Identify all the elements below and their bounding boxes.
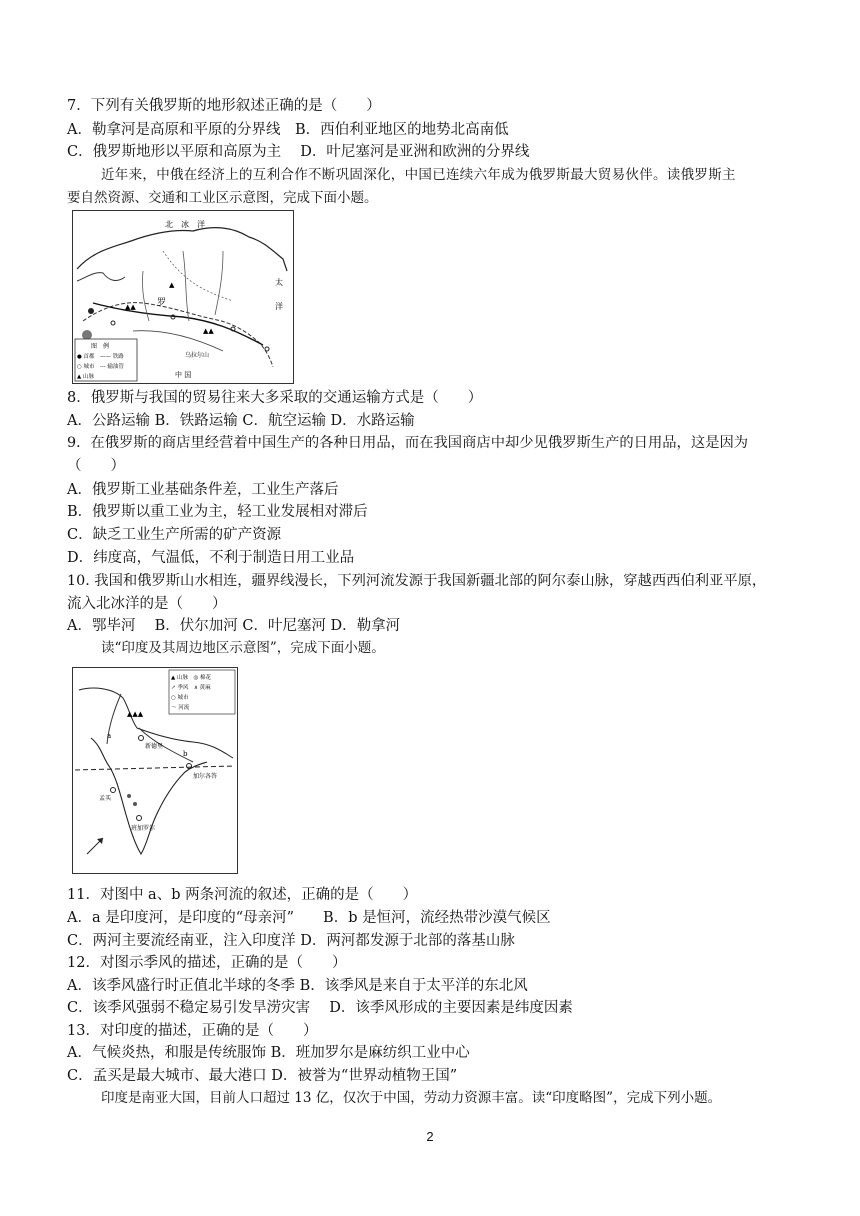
svg-text:▲▲: ▲▲ <box>203 327 214 335</box>
page-number: 2 <box>426 1129 434 1144</box>
city-label-3: 孟买 <box>99 795 112 802</box>
china-label: 中 国 <box>175 371 192 379</box>
q12-options-ab: A．该季风盛行时正值北半球的冬季 B．该季风是来自于太平洋的东北风 <box>67 978 528 994</box>
q10-stem-2: 流入北冰洋的是（ ） <box>67 596 227 612</box>
legend-row2: ○ 城市 --- 输油管 <box>77 364 124 370</box>
q7-stem: 7．下列有关俄罗斯的地形叙述正确的是（ ） <box>67 98 381 114</box>
q9-option-a: A．俄罗斯工业基础条件差，工业生产落后 <box>67 482 339 498</box>
river-label-b: b <box>183 750 188 758</box>
city-label-2: 加尔各答 <box>193 773 218 780</box>
intro3-line1: 印度是南亚大国，目前人口超过 13 亿，仅次于中国，劳动力资源丰富。读“印度略图”，完成下列小题。 <box>101 1090 722 1106</box>
q9-stem-2: （ ） <box>67 458 125 474</box>
svg-text:▲▲: ▲▲ <box>125 303 136 311</box>
q10-options: A．鄂毕河 B．伏尔加河 C．叶尼塞河 D．勒拿河 <box>67 618 401 634</box>
legend-row1: ● 首都 —— 铁路 <box>77 354 124 360</box>
legend-row3: ▲ 山脉 <box>77 374 94 380</box>
map2-legend-row1: ▲ 山脉 ◎ 棉花 <box>171 675 212 681</box>
intro1-line2: 要自然资源、交通和工业区示意图，完成下面小题。 <box>67 190 378 206</box>
q7-options-cd: C．俄罗斯地形以平原和高原为主 D．叶尼塞河是亚洲和欧洲的分界线 <box>67 144 530 160</box>
russia-map <box>72 210 294 384</box>
right-label-2: 洋 <box>275 302 283 311</box>
q13-options-cd: C．孟买是最大城市、最大港口 D．被誉为“世界动植物王国” <box>67 1068 458 1084</box>
svg-text:▲: ▲ <box>169 281 175 289</box>
right-label-1: 太 <box>275 278 283 287</box>
city-label-1: 新德里 <box>145 743 164 750</box>
map2-legend-row4: ～ 河流 <box>171 705 190 711</box>
q7-options-ab: A．勒拿河是高原和平原的分界线 B．西伯利亚地区的地势北高南低 <box>67 122 509 138</box>
place-small-label: 乌拉尔山 <box>185 352 210 359</box>
svg-text:▲▲▲: ▲▲▲ <box>127 710 144 718</box>
q8-options: A．公路运输 B．铁路运输 C．航空运输 D．水路运输 <box>67 413 415 429</box>
q11-options-cd: C．两河主要流经南亚，注入印度洋 D．两河都发源于北部的落基山脉 <box>67 933 515 949</box>
q12-options-cd: C．该季风强弱不稳定易引发旱涝灾害 D．该季风形成的主要因素是纬度因素 <box>67 1000 573 1016</box>
intro1-line1: 近年来，中俄在经济上的互利合作不断巩固深化，中国已连续六年成为俄罗斯最大贸易伙伴。读俄罗斯主 <box>101 167 736 183</box>
city-label-4: 班加罗尔 <box>131 825 156 832</box>
q13-options-ab: A．气候炎热，和服是传统服饰 B．班加罗尔是麻纺织工业中心 <box>67 1045 470 1061</box>
q13-stem: 13．对印度的描述，正确的是（ ） <box>67 1023 318 1039</box>
q12-stem: 12．对图示季风的描述，正确的是（ ） <box>67 955 347 971</box>
river-label-a: a <box>107 732 112 740</box>
q9-option-c: C．缺乏工业生产所需的矿产资源 <box>67 527 282 543</box>
q9-option-d: D．纬度高，气温低，不利于制造日用工业品 <box>67 550 355 566</box>
q10-stem-1: 10. 我国和俄罗斯山水相连，疆界线漫长，下列河流发源于我国新疆北部的阿尔泰山脉，穿越西西伯利亚平原， <box>67 573 767 589</box>
intro2-line1: 读“印度及其周边地区示意图”，完成下面小题。 <box>101 640 385 656</box>
sea-label: 北 冰 洋 <box>165 220 205 229</box>
country-label: 罗 <box>157 298 167 308</box>
map2-legend-row3: ○ 城市 <box>171 695 189 701</box>
q9-option-b: B．俄罗斯以重工业为主，轻工业发展相对滞后 <box>67 504 368 520</box>
q8-stem: 8．俄罗斯与我国的贸易往来大多采取的交通运输方式是（ ） <box>67 390 483 406</box>
legend-title: 图 例 <box>91 343 110 350</box>
q11-stem: 11．对图中 a、b 两条河流的叙述，正确的是（ ） <box>67 887 418 903</box>
map2-legend-row2: ↗ 季风 ∧ 黄麻 <box>171 685 211 691</box>
q11-options-ab: A．a 是印度河，是印度的“母亲河” B．b 是恒河，流经热带沙漠气候区 <box>67 910 551 926</box>
india-map <box>72 667 238 874</box>
q9-stem-1: 9．在俄罗斯的商店里经营着中国生产的各种日用品，而在我国商店中却少见俄罗斯生产的日用品，这是因为 <box>67 435 749 451</box>
